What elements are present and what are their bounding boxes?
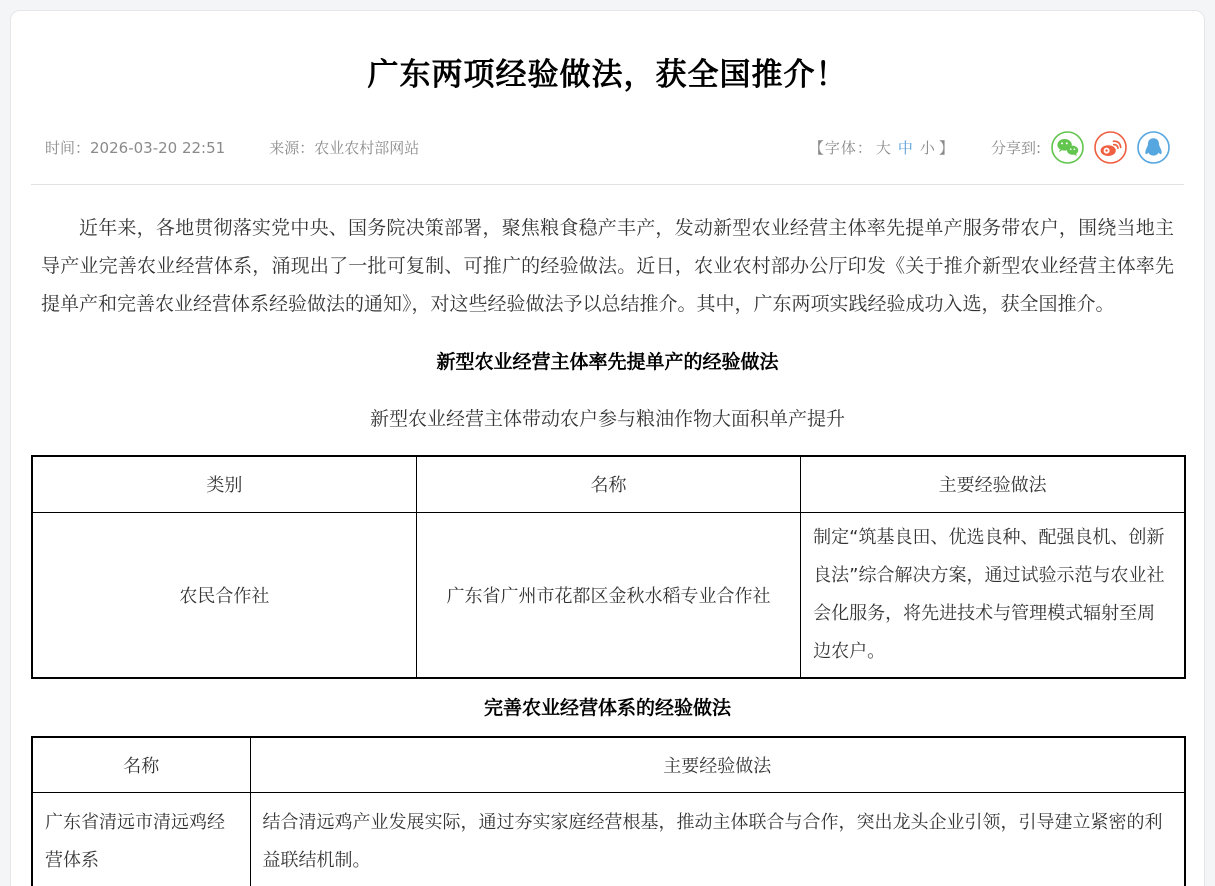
article-card (10, 10, 1205, 886)
section1-heading: 新型农业经营主体率先提单产的经验做法 (436, 351, 779, 373)
table1-cell-practice: 制定“筑基良田、优选良种、配强良机、创新良法”综合解决方案，通过试验示范与农业社会化服务，将先进技术与管理模式辐射至周边农户。 (801, 512, 1185, 678)
article-paragraph: 近年来，各地贯彻落实党中央、国务院决策部署，聚焦粮食稳产丰产，发动新型农业经营主体率先提单产服务带农户，围绕当地主导产业完善农业经营体系，涌现出了一批可复制、可推广的经验做法。近日，农业农村部办公厅印发《关于推介新型农业经营主体率先提单产和完善农业经营体系经验做法的通知》，对这些经验做法予以总结推介。其中，广东两项实践经验成功入选，获全国推介。 (41, 217, 1174, 315)
share-label: 分享到: (990, 138, 1041, 157)
wechat-icon[interactable] (1051, 131, 1084, 164)
source-value: 农业农村部网站 (314, 138, 420, 157)
section1-subtitle: 新型农业经营主体带动农户参与粮油作物大面积单产提升 (369, 408, 845, 430)
time-value: 2026-03-20 22:51 (90, 138, 226, 157)
page-title: 广东两项经验做法，获全国推介！ (367, 57, 848, 93)
font-size-medium-button[interactable]: 中 (897, 138, 914, 157)
table2-header-practice: 主要经验做法 (250, 737, 1185, 793)
meta-right (809, 131, 1170, 164)
table-header-row (32, 456, 1185, 512)
table1-header-practice: 主要经验做法 (801, 456, 1185, 512)
share-bar (991, 131, 1170, 164)
font-bracket-open: 【字体： (808, 138, 873, 157)
table1-cell-name: 广东省广州市花都区金秋水稻专业合作社 (416, 512, 800, 678)
time-label: 时间： (45, 138, 91, 157)
meta-row (31, 130, 1184, 164)
table1-cell-category: 农民合作社 (32, 512, 416, 678)
table2-header-name: 名称 (32, 737, 250, 793)
table-row (32, 793, 1185, 886)
font-size-small-button[interactable]: 小 (919, 138, 936, 157)
table-business-system (31, 736, 1186, 886)
table2-cell-name: 广东省清远市清远鸡经营体系 (32, 793, 250, 886)
section2-heading: 完善农业经营体系的经验做法 (483, 696, 731, 719)
meta-divider (31, 184, 1184, 185)
table1-header-name: 名称 (416, 456, 800, 512)
font-size-large-button[interactable]: 大 (875, 138, 892, 157)
qq-icon[interactable] (1137, 131, 1170, 164)
font-size-control (809, 137, 955, 158)
table-row (32, 512, 1185, 678)
source-label: 来源： (269, 138, 315, 157)
meta-left (45, 137, 419, 158)
table-new-business-entities (31, 455, 1186, 679)
table-header-row (32, 737, 1185, 793)
publish-time (45, 137, 225, 158)
weibo-icon[interactable] (1094, 131, 1127, 164)
table2-cell-practice: 结合清远鸡产业发展实际，通过夯实家庭经营根基，推动主体联合与合作，突出龙头企业引领，引导建立紧密的利益联结机制。 (250, 793, 1185, 886)
font-bracket-close: 】 (938, 138, 955, 157)
table1-header-category: 类别 (32, 456, 416, 512)
source (269, 137, 419, 158)
